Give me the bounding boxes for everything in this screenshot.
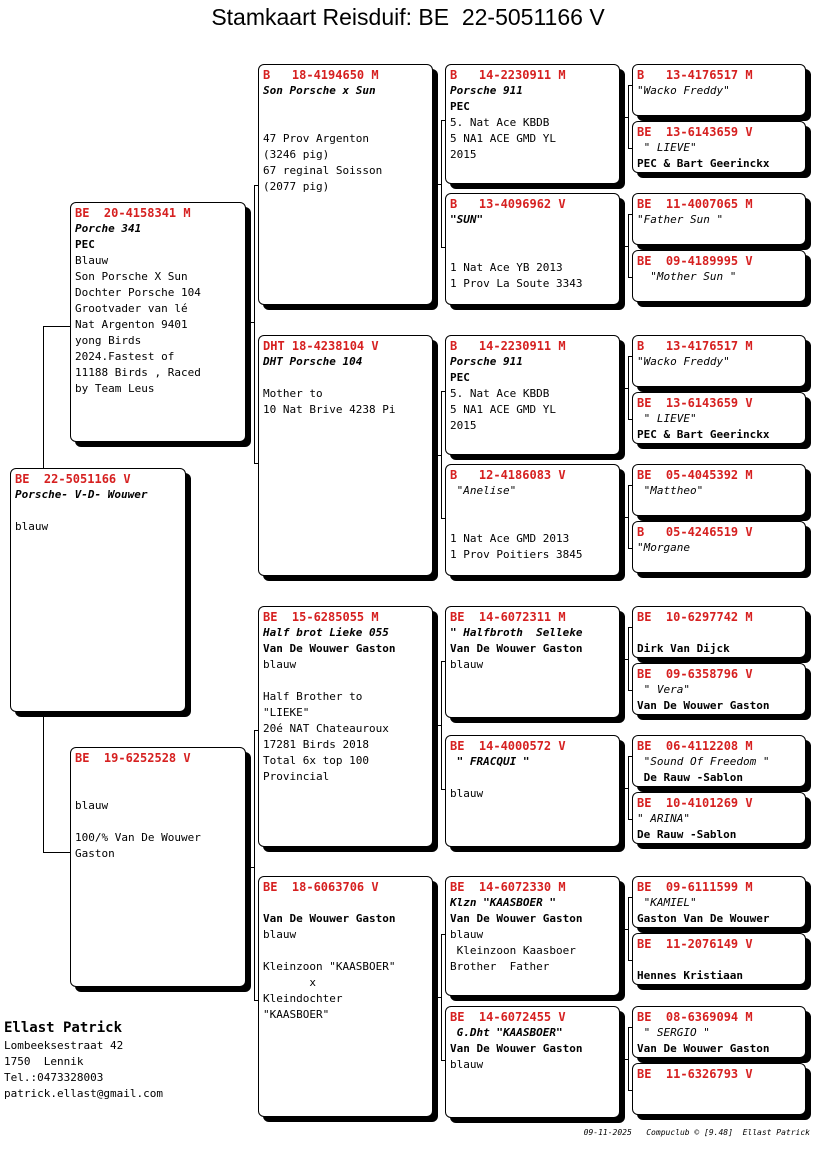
ring-number: BE 06-4112208 M bbox=[637, 739, 753, 753]
connector-line bbox=[441, 1060, 445, 1061]
connector-line bbox=[254, 185, 258, 186]
connector-line bbox=[628, 756, 629, 819]
ring-number: B 14-2230911 M bbox=[450, 339, 566, 353]
connector-line bbox=[628, 627, 629, 690]
pigeon-name: DHT Porsche 104 bbox=[263, 355, 363, 368]
info-line: Son Porsche X Sun bbox=[75, 270, 188, 283]
connector-line bbox=[441, 247, 445, 248]
info-line: 5. Nat Ace KBDB bbox=[450, 387, 550, 400]
pigeon-name: Son Porsche x Sun bbox=[263, 84, 376, 97]
info-line bbox=[450, 770, 615, 786]
connector-line bbox=[628, 897, 632, 898]
pigeon-card-g9 bbox=[632, 606, 806, 658]
pigeon-name: Porsche 911 bbox=[450, 84, 523, 97]
pigeon-card-g7 bbox=[632, 464, 806, 516]
connector-line bbox=[433, 455, 441, 456]
page-title: Stamkaart Reisduif: BE 22-5051166 V bbox=[211, 4, 605, 30]
connector-line bbox=[254, 730, 258, 731]
info-line: Brother Father bbox=[450, 960, 550, 973]
info-line: Blauw bbox=[75, 254, 109, 267]
info-line: "KAASBOER" bbox=[263, 1008, 330, 1021]
pigeon-card-mf bbox=[258, 606, 433, 847]
info-line: 100/% Van De Wouwer bbox=[75, 831, 201, 844]
owner-name: Ellast Patrick bbox=[4, 1020, 123, 1036]
info-line: Hennes Kristiaan bbox=[637, 969, 743, 982]
pigeon-card-g12 bbox=[632, 792, 806, 844]
info-line bbox=[15, 503, 181, 519]
info-line: De Rauw -Sablon bbox=[637, 828, 737, 841]
info-line: Van De Wouwer Gaston bbox=[637, 1042, 770, 1055]
owner-phone: Tel.:0473328003 bbox=[4, 1071, 104, 1084]
owner-email: patrick.ellast@gmail.com bbox=[4, 1087, 163, 1100]
connector-line bbox=[628, 85, 632, 86]
connector-line bbox=[441, 518, 445, 519]
pigeon-card-g4 bbox=[632, 250, 806, 302]
pigeon-card-f bbox=[70, 202, 246, 442]
connector-line bbox=[628, 356, 629, 419]
info-line: 2024.Fastest of bbox=[75, 350, 175, 363]
ring-number: BE 22-5051166 V bbox=[15, 472, 131, 486]
info-line: 5 NA1 ACE GMD YL bbox=[450, 403, 556, 416]
pigeon-name: Porsche 911 bbox=[450, 355, 523, 368]
footer-credit: 09-11-2025 Compuclub © [9.48] Ellast Patrick bbox=[583, 1128, 810, 1137]
connector-line bbox=[620, 659, 628, 660]
owner-city: 1750 Lennik bbox=[4, 1055, 84, 1068]
pigeon-card-mff bbox=[445, 606, 620, 718]
info-line: PEC bbox=[450, 100, 470, 113]
info-line: "Mattheo" bbox=[637, 484, 704, 497]
ring-number: BE 14-4000572 V bbox=[450, 739, 566, 753]
connector-line bbox=[628, 419, 632, 420]
pigeon-name: Half brot Lieke 055 bbox=[263, 626, 389, 639]
pigeon-card-g1 bbox=[632, 64, 806, 116]
connector-line bbox=[441, 120, 445, 121]
info-line: blauw bbox=[263, 928, 297, 941]
info-line bbox=[75, 814, 241, 830]
ring-number: BE 11-6326793 V bbox=[637, 1067, 753, 1081]
pigeon-card-fmm bbox=[445, 464, 620, 576]
pigeon-name: Klzn "KAASBOER " bbox=[450, 896, 556, 909]
connector-line bbox=[254, 463, 258, 464]
info-line: "Wacko Freddy" bbox=[637, 355, 730, 368]
ring-number: BE 14-6072455 V bbox=[450, 1010, 566, 1024]
connector-line bbox=[43, 712, 44, 852]
connector-line bbox=[433, 997, 441, 998]
connector-line bbox=[628, 1090, 632, 1091]
info-line: "Morgane bbox=[637, 541, 690, 554]
ring-number: BE 09-4189995 V bbox=[637, 254, 753, 268]
info-line: 2015 bbox=[450, 419, 477, 432]
info-line: Van De Wouwer Gaston bbox=[263, 642, 396, 655]
connector-line bbox=[43, 326, 70, 327]
info-line: "Father Sun " bbox=[637, 213, 724, 226]
info-line: 1 Prov La Soute 3343 bbox=[450, 277, 583, 290]
spacer bbox=[263, 895, 428, 911]
info-line: " Vera" bbox=[637, 683, 690, 696]
info-line: (2077 pig) bbox=[263, 180, 330, 193]
connector-line bbox=[628, 627, 632, 628]
owner-block bbox=[4, 1018, 163, 1102]
info-line bbox=[263, 673, 428, 689]
pigeon-card-g3 bbox=[632, 193, 806, 245]
connector-line bbox=[628, 356, 632, 357]
info-line: 17281 Birds 2018 bbox=[263, 738, 369, 751]
info-line: PEC bbox=[75, 238, 95, 251]
connector-line bbox=[628, 690, 632, 691]
ring-number: BE 08-6369094 M bbox=[637, 1010, 753, 1024]
connector-line bbox=[620, 388, 628, 389]
info-line: by Team Leus bbox=[75, 382, 155, 395]
info-line: 1 Prov Poitiers 3845 bbox=[450, 548, 583, 561]
connector-line bbox=[254, 730, 255, 1000]
pigeon-card-mm bbox=[258, 876, 433, 1117]
info-line: Half Brother to bbox=[263, 690, 363, 703]
connector-line bbox=[441, 934, 442, 1060]
info-line bbox=[263, 370, 428, 386]
pigeon-card-m bbox=[70, 747, 246, 987]
ring-number: BE 18-6063706 V bbox=[263, 880, 379, 894]
ring-number: B 13-4096962 V bbox=[450, 197, 566, 211]
info-line: Kleinzoon Kaasboer bbox=[450, 944, 576, 957]
info-line bbox=[75, 782, 241, 798]
info-line bbox=[637, 625, 801, 641]
pigeon-card-g14 bbox=[632, 933, 806, 985]
pigeon-card-fmf bbox=[445, 335, 620, 455]
info-line: Total 6x top 100 bbox=[263, 754, 369, 767]
info-line bbox=[450, 515, 615, 531]
pigeon-name: Porsche- V-D- Wouwer bbox=[15, 488, 148, 501]
info-line: (3246 pig) bbox=[263, 148, 330, 161]
ring-number: BE 09-6111599 M bbox=[637, 880, 753, 894]
info-line: " SERGIO " bbox=[637, 1026, 710, 1039]
owner-address: Lombeeksestraat 42 bbox=[4, 1039, 124, 1052]
ring-number: BE 11-4007065 M bbox=[637, 197, 753, 211]
connector-line bbox=[246, 867, 254, 868]
info-line: "KAMIEL" bbox=[637, 896, 697, 909]
info-line bbox=[450, 244, 615, 260]
info-line: " ARINA" bbox=[637, 812, 690, 825]
pigeon-card-mmm bbox=[445, 1006, 620, 1118]
pigeon-card-g16 bbox=[632, 1063, 806, 1115]
info-line: Grootvader van lé bbox=[75, 302, 188, 315]
pigeon-name: G.Dht "KAASBOER" bbox=[450, 1026, 563, 1039]
info-line: Dirk Van Dijck bbox=[637, 642, 730, 655]
connector-line bbox=[628, 1027, 629, 1090]
connector-line bbox=[441, 934, 445, 935]
info-line: " LIEVE" bbox=[637, 412, 697, 425]
info-line bbox=[637, 952, 801, 968]
info-line: blauw bbox=[263, 658, 297, 671]
info-line: blauw bbox=[450, 658, 484, 671]
connector-line bbox=[628, 756, 632, 757]
info-line: "Wacko Freddy" bbox=[637, 84, 730, 97]
ring-number: BE 15-6285055 M bbox=[263, 610, 379, 624]
pigeon-name: "SUN" bbox=[450, 213, 484, 226]
pigeon-card-g5 bbox=[632, 335, 806, 387]
info-line: 1 Nat Ace GMD 2013 bbox=[450, 532, 570, 545]
connector-line bbox=[441, 120, 442, 247]
info-line: 67 reginal Soisson bbox=[263, 164, 383, 177]
connector-line bbox=[628, 85, 629, 148]
info-line: 5 NA1 ACE GMD YL bbox=[450, 132, 556, 145]
ring-number: BE 19-6252528 V bbox=[75, 751, 191, 765]
connector-line bbox=[441, 391, 445, 392]
ring-number: BE 14-6072311 M bbox=[450, 610, 566, 624]
connector-line bbox=[254, 185, 255, 463]
pigeon-card-g13 bbox=[632, 876, 806, 928]
ring-number: BE 14-6072330 M bbox=[450, 880, 566, 894]
info-line: 2015 bbox=[450, 148, 477, 161]
info-line: blauw bbox=[450, 1058, 484, 1071]
info-line: 1 Nat Ace YB 2013 bbox=[450, 261, 563, 274]
connector-line bbox=[441, 661, 442, 789]
info-line: Provincial bbox=[263, 770, 330, 783]
info-line: "Sound Of Freedom " bbox=[637, 755, 770, 768]
info-line: blauw bbox=[75, 799, 109, 812]
info-line bbox=[263, 943, 428, 959]
connector-line bbox=[628, 277, 632, 278]
connector-line bbox=[620, 117, 628, 118]
ring-number: B 13-4176517 M bbox=[637, 68, 753, 82]
info-line bbox=[450, 499, 615, 515]
connector-line bbox=[433, 725, 441, 726]
connector-line bbox=[628, 897, 629, 960]
ring-number: B 12-4186083 V bbox=[450, 468, 566, 482]
info-line: PEC bbox=[450, 371, 470, 384]
connector-line bbox=[433, 184, 441, 185]
info-line: "LIEKE" bbox=[263, 706, 310, 719]
info-line: Kleindochter bbox=[263, 992, 343, 1005]
info-line: blauw bbox=[450, 787, 484, 800]
ring-number: B 14-2230911 M bbox=[450, 68, 566, 82]
info-line: "Mother Sun " bbox=[637, 270, 737, 283]
connector-line bbox=[628, 214, 632, 215]
info-line: Dochter Porsche 104 bbox=[75, 286, 201, 299]
pigeon-card-subject bbox=[10, 468, 186, 712]
pigeon-card-g11 bbox=[632, 735, 806, 787]
info-line: " LIEVE" bbox=[637, 141, 697, 154]
ring-number: BE 09-6358796 V bbox=[637, 667, 753, 681]
info-line: 47 Prov Argenton bbox=[263, 132, 369, 145]
info-line: 11188 Birds , Raced bbox=[75, 366, 201, 379]
info-line: yong Birds bbox=[75, 334, 142, 347]
ring-number: BE 05-4045392 M bbox=[637, 468, 753, 482]
info-line: 20é NAT Chateauroux bbox=[263, 722, 389, 735]
info-line: "Anelise" bbox=[450, 484, 517, 497]
info-line: blauw bbox=[450, 928, 484, 941]
info-line: Van De Wouwer Gaston bbox=[450, 912, 583, 925]
pigeon-card-g6 bbox=[632, 392, 806, 444]
connector-line bbox=[628, 148, 632, 149]
info-line: x bbox=[263, 976, 316, 989]
ring-number: BE 13-6143659 V bbox=[637, 125, 753, 139]
info-line bbox=[263, 115, 428, 131]
connector-line bbox=[628, 960, 632, 961]
ring-number: BE 10-6297742 M bbox=[637, 610, 753, 624]
info-line: PEC & Bart Geerinckx bbox=[637, 157, 770, 170]
connector-line bbox=[620, 246, 628, 247]
info-line: Van De Wouwer Gaston bbox=[450, 1042, 583, 1055]
pigeon-card-ffm bbox=[445, 193, 620, 305]
connector-line bbox=[628, 548, 632, 549]
connector-line bbox=[441, 661, 445, 662]
pigeon-name: " Halfbroth Selleke bbox=[450, 626, 583, 639]
connector-line bbox=[628, 1027, 632, 1028]
connector-line bbox=[620, 1059, 628, 1060]
ring-number: DHT 18-4238104 V bbox=[263, 339, 379, 353]
info-line: 5. Nat Ace KBDB bbox=[450, 116, 550, 129]
pigeon-card-g10 bbox=[632, 663, 806, 715]
ring-number: B 13-4176517 M bbox=[637, 339, 753, 353]
info-line bbox=[450, 228, 615, 244]
info-line: Nat Argenton 9401 bbox=[75, 318, 188, 331]
pigeon-name: Porche 341 bbox=[75, 222, 142, 235]
pigeon-card-mfm bbox=[445, 735, 620, 847]
info-line: Van De Wouwer Gaston bbox=[450, 642, 583, 655]
connector-line bbox=[628, 485, 629, 548]
pigeon-card-g15 bbox=[632, 1006, 806, 1058]
ring-number: BE 11-2076149 V bbox=[637, 937, 753, 951]
connector-line bbox=[246, 322, 254, 323]
pigeon-card-fff bbox=[445, 64, 620, 184]
connector-line bbox=[441, 789, 445, 790]
pigeon-card-fm bbox=[258, 335, 433, 576]
pigeon-card-g8 bbox=[632, 521, 806, 573]
connector-line bbox=[43, 852, 70, 853]
pigeon-name: " FRACQUI " bbox=[450, 755, 530, 768]
info-line: PEC & Bart Geerinckx bbox=[637, 428, 770, 441]
connector-line bbox=[620, 517, 628, 518]
info-line: Kleinzoon "KAASBOER" bbox=[263, 960, 396, 973]
ring-number: B 05-4246519 V bbox=[637, 525, 753, 539]
ring-number: B 18-4194650 M bbox=[263, 68, 379, 82]
pigeon-card-g2 bbox=[632, 121, 806, 173]
info-line: Van De Wouwer Gaston bbox=[263, 912, 396, 925]
connector-line bbox=[620, 788, 628, 789]
ring-number: BE 20-4158341 M bbox=[75, 206, 191, 220]
info-line: Van De Wouwer Gaston bbox=[637, 699, 770, 712]
info-line: De Rauw -Sablon bbox=[637, 771, 743, 784]
connector-line bbox=[43, 326, 44, 468]
connector-line bbox=[254, 1000, 258, 1001]
ring-number: BE 13-6143659 V bbox=[637, 396, 753, 410]
spacer bbox=[75, 766, 241, 782]
info-line bbox=[263, 99, 428, 115]
connector-line bbox=[620, 929, 628, 930]
info-line: 10 Nat Brive 4238 Pi bbox=[263, 403, 396, 416]
ring-number: BE 10-4101269 V bbox=[637, 796, 753, 810]
info-line: Gaston bbox=[75, 847, 115, 860]
connector-line bbox=[628, 819, 632, 820]
pigeon-card-mmf bbox=[445, 876, 620, 996]
connector-line bbox=[628, 485, 632, 486]
info-line: Gaston Van De Wouwer bbox=[637, 912, 770, 925]
info-line: Mother to bbox=[263, 387, 323, 400]
info-line: blauw bbox=[15, 520, 49, 533]
pigeon-card-ff bbox=[258, 64, 433, 305]
connector-line bbox=[441, 391, 442, 518]
connector-line bbox=[628, 214, 629, 277]
